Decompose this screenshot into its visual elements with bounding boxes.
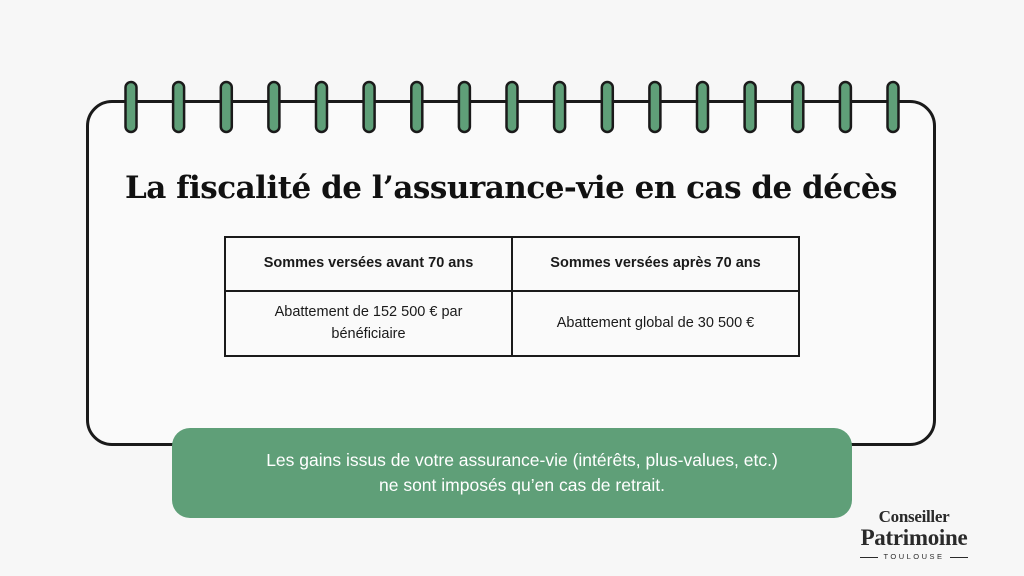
logo-rule-right (950, 557, 968, 558)
binding-ring (459, 82, 470, 132)
binding-ring (507, 82, 518, 132)
binding-ring (602, 82, 613, 132)
logo-tagline-row (850, 552, 978, 562)
binding-ring (649, 82, 660, 132)
page-title: La fiscalité de l’assurance-vie en cas de décès (124, 170, 897, 206)
logo-line-conseiller: Conseiller (878, 507, 950, 526)
logo-line-patrimoine: Patrimoine (860, 525, 968, 550)
table-row (225, 291, 799, 356)
binding-ring (697, 82, 708, 132)
info-banner (172, 428, 852, 518)
logo-line-toulouse: TOULOUSE (883, 552, 945, 561)
binding-ring (364, 82, 375, 132)
binding-ring (840, 82, 851, 132)
header-before-70: Sommes versées avant 70 ans (225, 237, 512, 291)
binding-ring (554, 82, 565, 132)
table-header-row (225, 237, 799, 291)
binding-ring (745, 82, 756, 132)
binding-ring (888, 82, 899, 132)
logo-rule-left (860, 557, 878, 558)
binding-ring (173, 82, 184, 132)
binding-ring (316, 82, 327, 132)
spiral-binding (0, 0, 1024, 140)
binding-ring (792, 82, 803, 132)
info-banner-line-2: ne sont imposés qu’en cas de retrait. (379, 475, 665, 495)
binding-ring (411, 82, 422, 132)
brand-logo (850, 508, 978, 562)
cell-before-70: Abattement de 152 500 € par bénéficiaire (225, 291, 512, 356)
binding-ring (126, 82, 137, 132)
tax-table (224, 236, 800, 357)
header-after-70: Sommes versées après 70 ans (512, 237, 799, 291)
binding-ring (221, 82, 232, 132)
info-banner-line-1: Les gains issus de votre assurance-vie (intérêts, plus-values, etc.) (266, 449, 778, 470)
binding-ring (268, 82, 279, 132)
cell-after-70: Abattement global de 30 500 € (512, 291, 799, 356)
